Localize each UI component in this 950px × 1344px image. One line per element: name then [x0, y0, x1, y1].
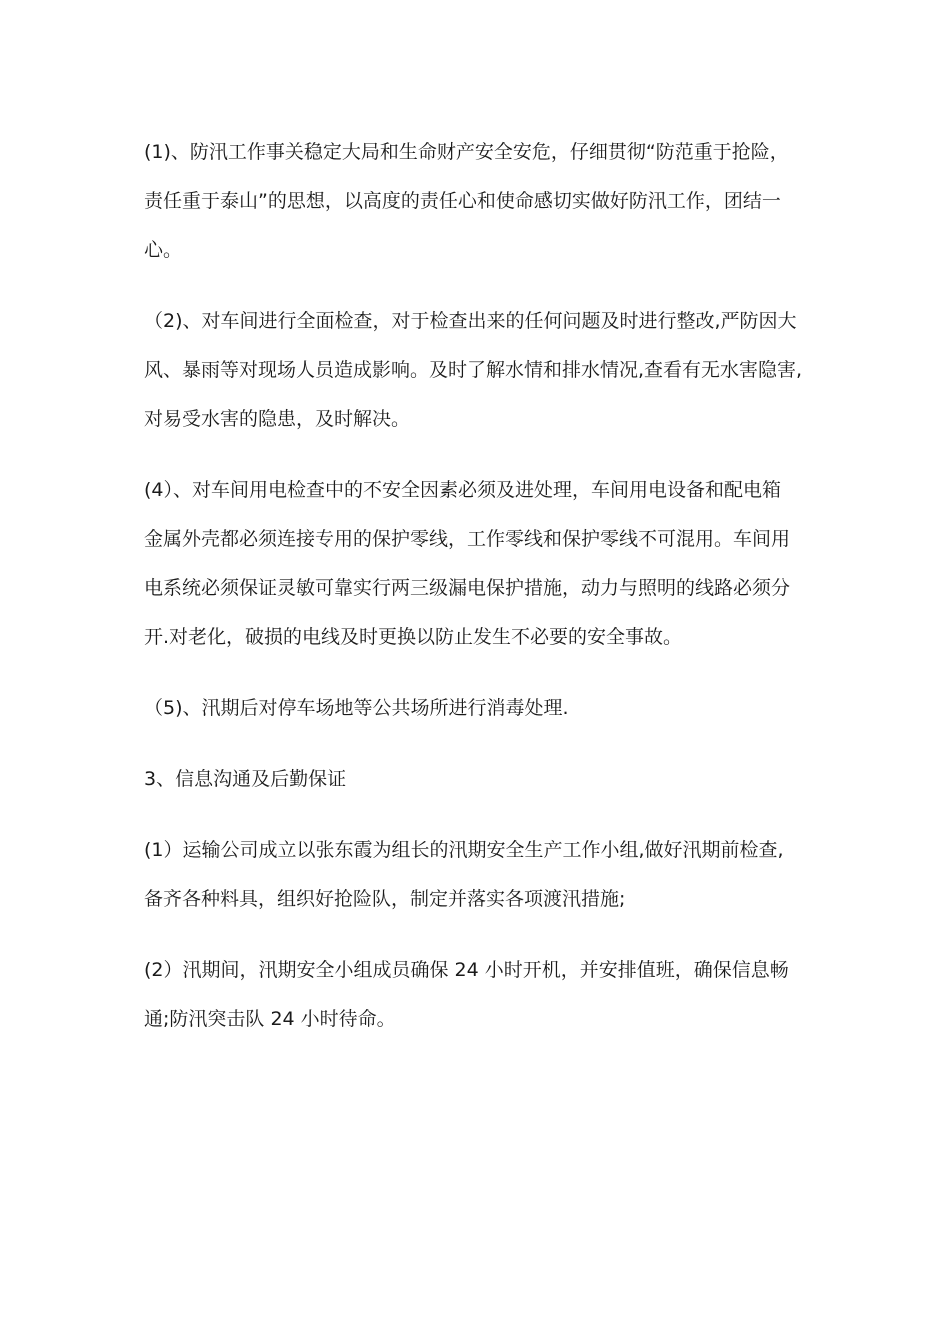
- text-line: （2)、对车间进行全面检查，对于检查出来的任何问题及时进行整改,严防因大: [144, 310, 797, 332]
- text-line: （5)、汛期后对停车场地等公共场所进行消毒处理.: [144, 697, 569, 719]
- paragraph-duty-schedule: [144, 946, 816, 1044]
- text-line: 风、暴雨等对现场人员造成影响。及时了解水情和排水情况,查看有无水害隐害,: [144, 359, 803, 381]
- text-line: 备齐各种料具，组织好抢险队，制定并落实各项渡汛措施;: [144, 888, 626, 910]
- paragraph-flood-work-importance: [144, 128, 816, 275]
- text-line: 心。: [144, 239, 183, 261]
- paragraph-disinfection: [144, 684, 816, 733]
- text-line: 电系统必须保证灵敏可靠实行两三级漏电保护措施，动力与照明的线路必须分: [144, 577, 791, 599]
- paragraph-electrical-safety: [144, 466, 816, 662]
- text-line: (1）运输公司成立以张东霞为组长的汛期安全生产工作小组,做好汛期前检查,: [144, 839, 784, 861]
- text-line: 开.对老化，破损的电线及时更换以防止发生不必要的安全事故。: [144, 626, 683, 648]
- document-body: [144, 128, 816, 1066]
- text-line: (1)、防汛工作事关稳定大局和生命财产安全安危，仔细贯彻“防范重于抢险，: [144, 141, 789, 163]
- paragraph-safety-team: [144, 826, 816, 924]
- paragraph-workshop-inspection: [144, 297, 816, 444]
- text-line: 对易受水害的隐患，及时解决。: [144, 408, 411, 430]
- text-line: 金属外壳都必须连接专用的保护零线，工作零线和保护零线不可混用。车间用: [144, 528, 791, 550]
- text-line: (4）、对车间用电检查中的不安全因素必须及进处理，车间用电设备和配电箱: [144, 479, 782, 501]
- section-heading-communication-logistics: [144, 755, 816, 804]
- text-line: (2）汛期间，汛期安全小组成员确保 24 小时开机，并安排值班，确保信息畅: [144, 959, 789, 981]
- text-line: 3、信息沟通及后勤保证: [144, 768, 347, 790]
- text-line: 责任重于泰山”的思想，以高度的责任心和使命感切实做好防汛工作，团结一: [144, 190, 781, 212]
- text-line: 通;防汛突击队 24 小时待命。: [144, 1008, 396, 1030]
